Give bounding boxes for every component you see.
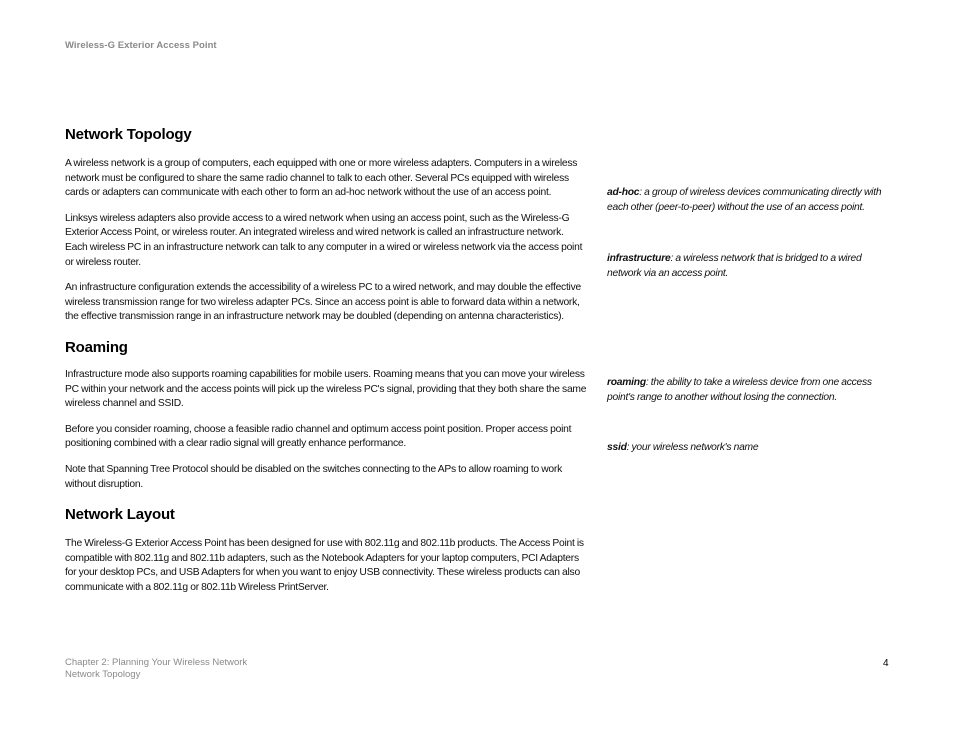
paragraph: Note that Spanning Tree Protocol should be disabled on the switches connecting to the APs to allow roaming to work without disruption. <box>65 463 562 490</box>
page-footer <box>65 657 247 681</box>
footer-chapter: Chapter 2: Planning Your Wireless Network <box>65 657 248 668</box>
glossary-definition: : a wireless network that is bridged to a wired network via an access point. <box>607 253 862 279</box>
section-title-network-layout: Network Layout <box>65 506 175 524</box>
glossary-definition: : the ability to take a wireless device from one access point's range to another without losing the connection. <box>607 377 872 403</box>
paragraph: The Wireless-G Exterior Access Point has been designed for use with 802.11g and 802.11b products. The Access Point is compatible with 802.11g and 802.11b adapters, such as the Notebook Adapters for your laptop computers, PCI Adapters for your desktop PCs, and USB Adapters for when you want to enjoy USB connectivity. These wireless products can also communicate with a 802.11g or 802.11b Wireless PrintServer. <box>65 538 584 593</box>
paragraph: A wireless network is a group of computers, each equipped with one or more wireless adapters. Computers in a wireless network must be configured to share the same radio channel to talk to each other. Several PCs equipped with wireless cards or adapters can communicate with each other to form an ad-hoc network without the use of an access point. <box>65 158 578 199</box>
glossary-term: roaming <box>607 377 646 388</box>
glossary-entry-roaming <box>607 376 897 405</box>
paragraph: Infrastructure mode also supports roaming capabilities for mobile users. Roaming means that you can move your wireless PC within your network and the access points will pick up the wireless PC's signal, providing that they both share the same wireless channel and SSID. <box>65 368 587 410</box>
glossary-definition: : your wireless network's name <box>626 442 759 453</box>
footer-section: Network Topology <box>65 669 141 680</box>
main-column <box>65 124 587 595</box>
page-number: 4 <box>883 658 889 669</box>
paragraph: Linksys wireless adapters also provide access to a wired network when using an access point, such as the Wireless-G Exterior Access Point, or wireless router. An integrated wireless and wired network is called an infrastructure network. Each wireless PC in an infrastructure network can talk to any computer in a wired or wireless network via the access point or wireless router. <box>65 212 583 268</box>
paragraph: Before you consider roaming, choose a feasible radio channel and optimum access point position. Proper access point positioning combined with a clear radio signal will greatly enhance performance. <box>65 423 572 450</box>
glossary-entry-ad-hoc <box>607 186 897 215</box>
glossary-term: infrastructure <box>607 253 671 264</box>
glossary-entry-ssid <box>607 441 897 456</box>
section-title-network-topology: Network Topology <box>65 126 192 143</box>
glossary-term: ad-hoc <box>607 187 640 198</box>
glossary-entry-infrastructure <box>607 252 897 281</box>
section-title-roaming: Roaming <box>65 338 128 356</box>
glossary-term: ssid <box>607 442 627 453</box>
running-header: Wireless-G Exterior Access Point <box>65 40 217 51</box>
glossary-definition: : a group of wireless devices communicating directly with each other (peer-to-peer) without the use of an access point. <box>607 187 882 213</box>
paragraph: An infrastructure configuration extends the accessibility of a wireless PC to a wired network, and may double the effective wireless transmission range for two wireless adapter PCs. Since an access point is able to forward data within a network, the effective transmission range in an infrastructure network may be doubled (depending on antenna characteristics). <box>65 282 581 323</box>
